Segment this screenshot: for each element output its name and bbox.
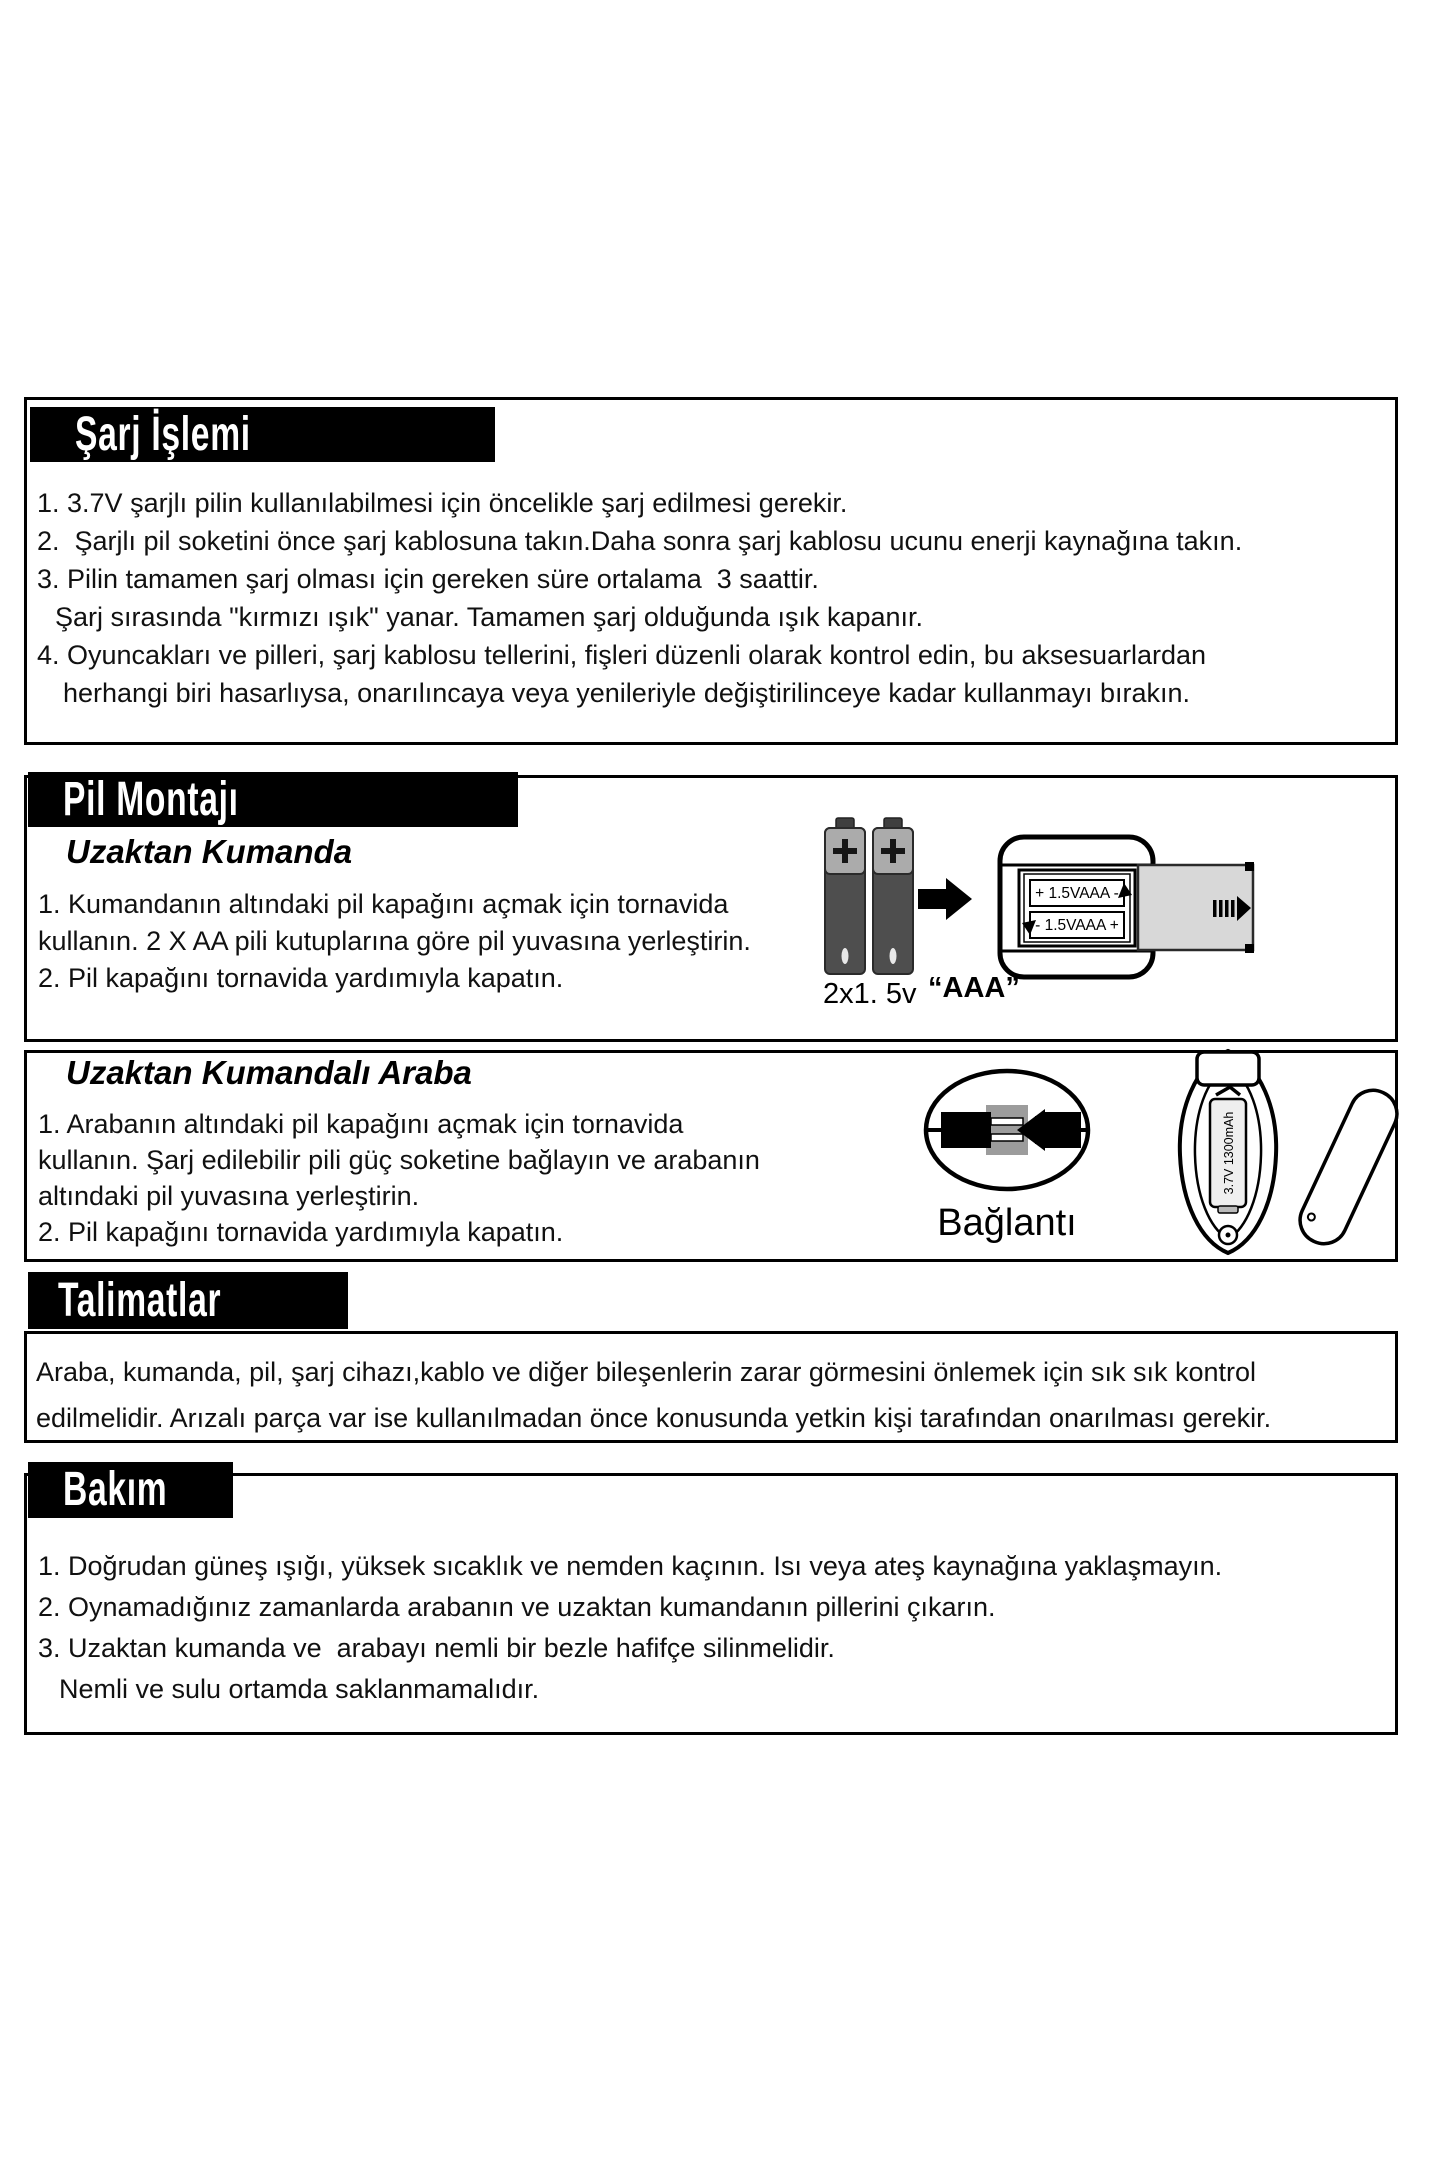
car-underside-diagram [1150, 1045, 1415, 1260]
slot-bottom-label: - 1.5VAAA + [1035, 917, 1119, 934]
instruction-line: 1. Doğrudan güneş ışığı, yüksek sıcaklık ve nemden kaçının. Isı veya ateş kaynağına yaklaşmayın. [38, 1551, 1223, 1581]
charging-instructions [37, 484, 1242, 712]
instruction-line: 2. Oynamadığınız zamanlarda arabanın ve uzaktan kumandanın pillerini çıkarın. [38, 1592, 996, 1622]
battery-size-label: “AAA” [928, 972, 1020, 1004]
instruction-line: edilmelidir. Arızalı parça var ise kullanılmadan önce konusunda yetkin kişi tarafından onarılması gerekir. [36, 1403, 1272, 1433]
instruction-line: Araba, kumanda, pil, şarj cihazı,kablo ve diğer bileşenlerin zarar görmesini önlemek için sık sık kontrol [36, 1357, 1257, 1387]
instruction-line: kullanın. Şarj edilebilir pili güç soketine bağlayın ve arabanın [38, 1145, 760, 1175]
car-battery-icon [1210, 1099, 1246, 1213]
section-battery-header [28, 772, 518, 827]
battery-count-label: 2x1. 5v [823, 978, 917, 1010]
instruction-line: kullanın. 2 X AA pili kutuplarına göre pil yuvasına yerleştirin. [38, 926, 751, 956]
section-battery-title: Pil Montajı [63, 772, 239, 826]
section-charging-title: Şarj İşlemi [75, 407, 251, 461]
instruction-line: 3. Pilin tamamen şarj olması için gereken süre ortalama 3 saattir. [37, 564, 819, 594]
car-subtitle: Uzaktan Kumandalı Araba [66, 1054, 472, 1091]
remote-subtitle: Uzaktan Kumanda [66, 833, 353, 870]
slot-top-label: + 1.5VAAA - [1035, 885, 1119, 902]
instruction-line: Nemli ve sulu ortamda saklanmamalıdır. [59, 1674, 540, 1704]
plug-connector-icon [941, 1105, 1028, 1155]
battery-cover-icon [1138, 862, 1254, 953]
connection-diagram [915, 1058, 1115, 1248]
section-instructions-title: Talimatlar [58, 1273, 222, 1327]
aaa-battery-pair-icon [825, 818, 913, 974]
instruction-line: 2. Şarjlı pil soketini önce şarj kablosuna takın.Daha sonra şarj kablosu ucunu enerji kaynağına takın. [37, 526, 1243, 556]
instruction-line: 1. Arabanın altındaki pil kapağını açmak için tornavida [38, 1109, 684, 1139]
instruction-line: herhangi biri hasarlıysa, onarılıncaya veya yenileriyle değiştirilinceye kadar kullanmayı bırakın. [63, 678, 1191, 708]
maintenance-instructions [38, 1546, 1222, 1710]
car-battery-cover-icon [1293, 1083, 1405, 1251]
section-charging-header [30, 407, 495, 462]
instruction-line: altındaki pil yuvasına yerleştirin. [38, 1181, 420, 1211]
instruction-line: 2. Pil kapağını tornavida yardımıyla kapatın. [38, 1217, 564, 1247]
arrow-right-icon [918, 878, 972, 920]
instruction-line: 1. 3.7V şarjlı pilin kullanılabilmesi için öncelikle şarj edilmesi gerekir. [37, 488, 848, 518]
battery-compartment-icon [1000, 837, 1153, 977]
car-battery-label: 3.7V 1300mAh [1222, 1111, 1236, 1195]
section-maintenance-header [28, 1462, 233, 1518]
instruction-line: Şarj sırasında "kırmızı ışık" yanar. Tamamen şarj olduğunda ışık kapanır. [55, 602, 924, 632]
instruction-line: 1. Kumandanın altındaki pil kapağını açmak için tornavida [38, 889, 729, 919]
instruction-line: 3. Uzaktan kumanda ve arabayı nemli bir bezle hafifçe silinmelidir. [38, 1633, 835, 1663]
instruction-line: 4. Oyuncakları ve pilleri, şarj kablosu tellerini, fişleri düzenli olarak kontrol edin, bu aksesuarlardan [37, 640, 1207, 670]
section-maintenance-title: Bakım [63, 1463, 168, 1516]
car-instructions [38, 1106, 760, 1250]
instruction-line: 2. Pil kapağını tornavida yardımıyla kapatın. [38, 963, 564, 993]
instructions-text [36, 1349, 1271, 1441]
remote-instructions [38, 886, 751, 997]
connection-label: Bağlantı [937, 1202, 1077, 1244]
remote-battery-diagram [795, 788, 1265, 1013]
section-instructions-header [28, 1272, 348, 1329]
